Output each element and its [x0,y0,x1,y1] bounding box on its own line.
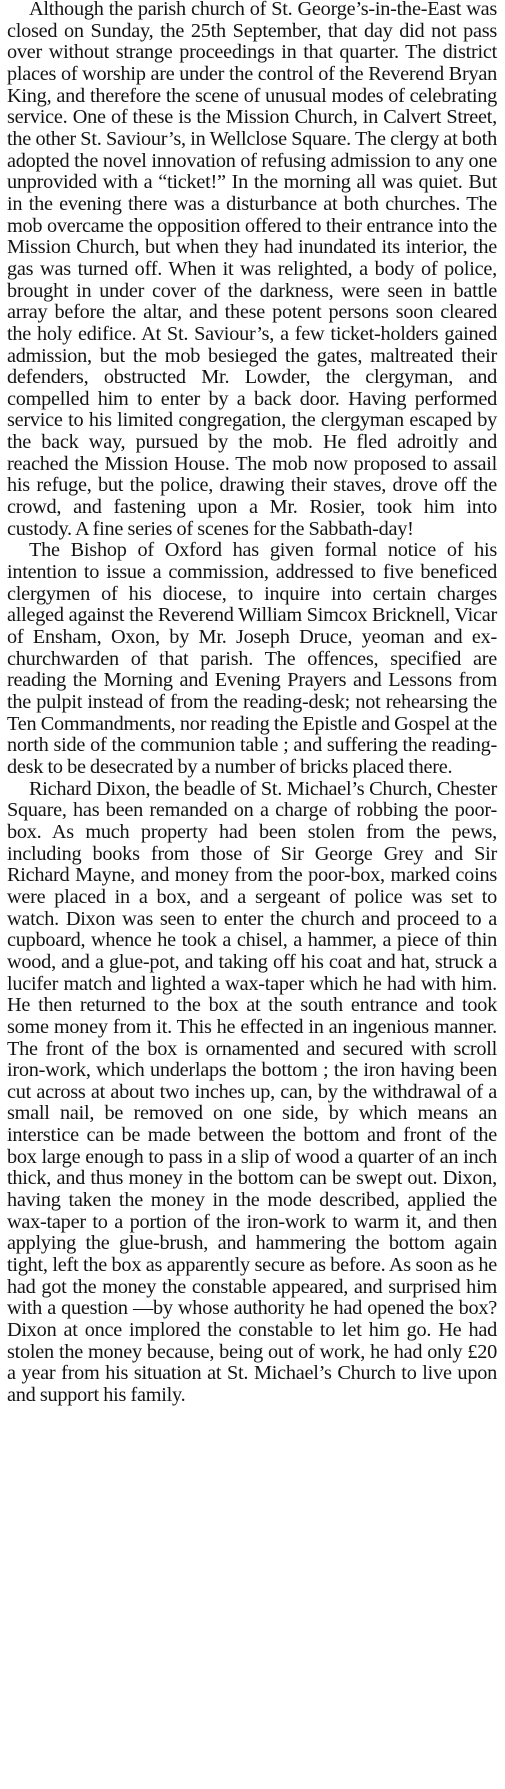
article-bishop-of-oxford: The Bishop of Oxford has given formal notice of his intention to issue a commission, addressed to five beneficed clergymen of his diocese, to inquire into certain charges alleged against the Reverend William Simcox Bricknell, Vicar of Ensham, Oxon, by Mr. Joseph Druce, yeoman and ex-churchwarden of that parish. The offences, specified are reading the Morning and Evening Prayers and Lessons from the pulpit instead of from the reading-desk; not rehearsing the Ten Commandments, nor reading the Epistle and Gospel at the north side of the communion table ; and suffering the reading-desk to be desecrated by a number of bricks placed there. [7,539,497,778]
article-richard-dixon-beadle: Richard Dixon, the beadle of St. Michael’s Church, Chester Square, has been remanded on a charge of robbing the poor-box. As much property had been stolen from the pews, including books from those of Sir George Grey and Sir Richard Mayne, and money from the poor-box, marked coins were placed in a box, and a sergeant of police was set to watch. Dixon was seen to enter the church and proceed to a cupboard, whence he took a chisel, a hammer, a piece of thin wood, and a glue-pot, and taking off his coat and hat, struck a lucifer match and lighted a wax-taper which he had with him. He then returned to the box at the south entrance and took some money from it. This he effected in an ingenious manner. The front of the box is ornamented and secured with scroll iron-work, which underlaps the bottom ; the iron having been cut across at about two inches up, can, by the withdrawal of a small nail, be removed on one side, by which means an interstice can be made between the bottom and front of the box large enough to pass in a slip of wood a quarter of an inch thick, and thus money in the bottom can be swept out. Dixon, having taken the money in the mode described, applied the wax-taper to a portion of the iron-work to warm it, and then applying the glue-brush, and hammering the bottom again tight, left the box as apparently secure as before. As soon as he had got the money the constable appeared, and surprised him with a question —by whose authority he had opened the box? Dixon at once implored the constable to let him go. He had stolen the money because, being out of work, he had only £20 a year from his situation at St. Michael’s Church to live upon and support his family. [7,777,497,1406]
article-st-georges-in-the-east: Although the parish church of St. George’s-in-the-East was closed on Sunday, the 25th September, that day did not pass over without strange proceedings in that quarter. The district places of worship are under the control of the Reverend Bryan King, and therefore the scene of unusual modes of celebrating service. One of these is the Mission Church, in Calvert Street, the other St. Saviour’s, in Wellclose Square. The clergy at both adopted the novel innovation of refusing admission to any one unprovided with a “ticket!” In the morning all was quiet. But in the evening there was a disturbance at both churches. The mob overcame the opposition offered to their entrance into the Mission Church, but when they had inundated its interior, the gas was turned off. When it was relighted, a body of police, brought in under cover of the darkness, were seen in battle array before the altar, and these potent persons soon cleared the holy edifice. At St. Saviour’s, a few ticket-holders gained admission, but the mob besieged the gates, maltreated their defenders, obstructed Mr. Lowder, the clergyman, and compelled him to enter by a back door. Having performed service to his limited congregation, the clergyman escaped by the back way, pursued by the mob. He fled adroitly and reached the Mission House. The mob now proposed to assail his refuge, but the police, drawing their staves, drove off the crowd, and fastening upon a Mr. Rosier, took him into custody. A fine series of scenes for the Sabbath-day! [7,0,497,540]
